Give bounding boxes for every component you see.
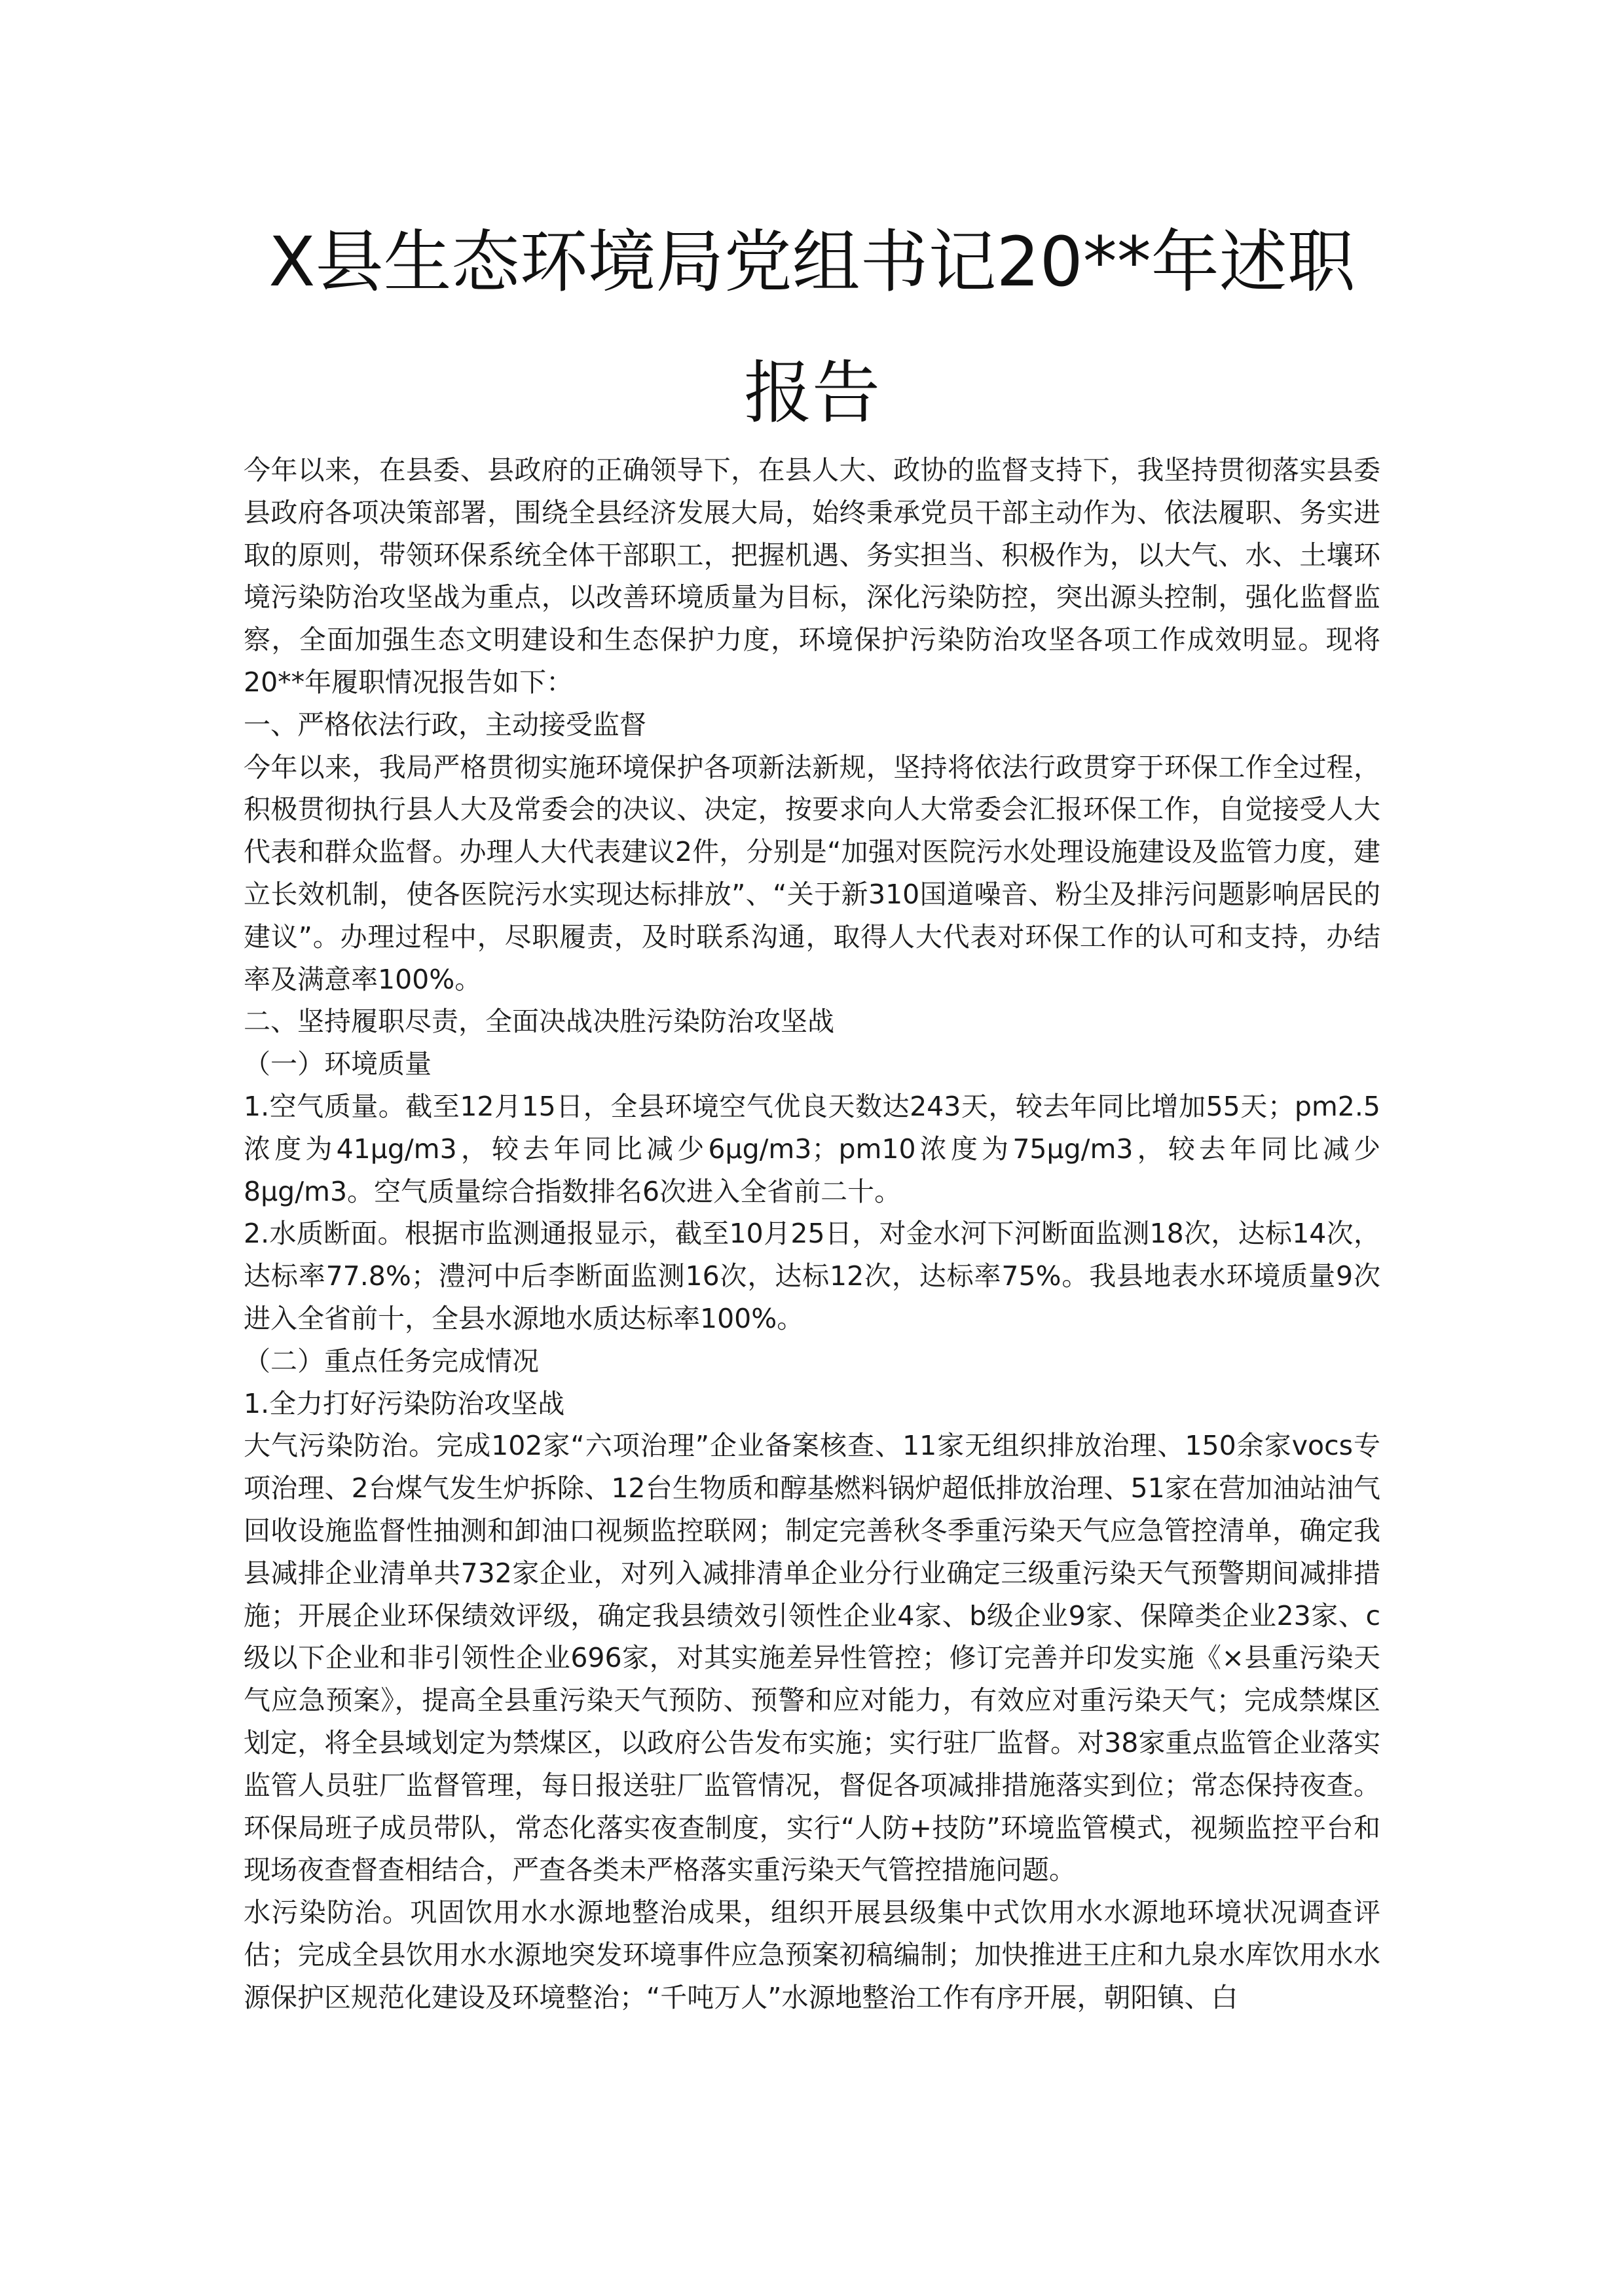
- section-heading-2: 二、坚持履职尽责，全面决战决胜污染防治攻坚战: [244, 1006, 834, 1038]
- paragraph-water-quality: 2.水质断面。根据市监测通报显示，截至10月25日，对金水河下河断面监测18次，达标14次，达标率77.8%；澧河中后李断面监测16次，达标12次，达标率75%。我县地表水环境质量9次进入全省前十，全县水源地水质达标率100%。: [244, 1218, 1380, 1334]
- paragraph-intro: 今年以来，在县委、县政府的正确领导下，在县人大、政协的监督支持下，我坚持贯彻落实县委县政府各项决策部署，围绕全县经济发展大局，始终秉承党员干部主动作为、依法履职、务实进取的原则，带领环保系统全体干部职工，把握机遇、务实担当、积极作为，以大气、水、土壤环境污染防治攻坚战为重点，以改善环境质量为目标，深化污染防控，突出源头控制，强化监督监察，全面加强生态文明建设和生态保护力度，环境保护污染防治攻坚各项工作成效明显。现将20**年履职情况报告如下：: [244, 454, 1380, 698]
- section-heading-1: 一、严格依法行政，主动接受监督: [244, 708, 646, 740]
- item-heading-pollution-control: 1.全力打好污染防治攻坚战: [244, 1387, 565, 1419]
- document-body: [244, 449, 1380, 2018]
- paragraph-air-pollution: 大气污染防治。完成102家“六项治理”企业备案核查、11家无组织排放治理、150余家vocs专项治理、2台煤气发生炉拆除、12台生物质和醇基燃料锅炉超低排放治理、51家在营加油站油气回收设施监督性抽测和卸油口视频监控联网；制定完善秋冬季重污染天气应急管控清单，确定我县减排企业清单共732家企业，对列入减排清单企业分行业确定三级重污染天气预警期间减排措施；开展企业环保绩效评级，确定我县绩效引领性企业4家、b级企业9家、保障类企业23家、c级以下企业和非引领性企业696家，对其实施差异性管控；修订完善并印发实施《×县重污染天气应急预案》，提高全县重污染天气预防、预警和应对能力，有效应对重污染天气；完成禁煤区划定，将全县域划定为禁煤区，以政府公告发布实施；实行驻厂监督。对38家重点监管企业落实监管人员驻厂监督管理，每日报送驻厂监管情况，督促各项减排措施落实到位；常态保持夜查。环保局班子成员带队，常态化落实夜查制度，实行“人防+技防”环境监管模式，视频监控平台和现场夜查督查相结合，严查各类未严格落实重污染天气管控措施问题。: [244, 1430, 1380, 1886]
- paragraph-water-pollution: 水污染防治。巩固饮用水水源地整治成果，组织开展县级集中式饮用水水源地环境状况调查评估；完成全县饮用水水源地突发环境事件应急预案初稿编制；加快推进王庄和九泉水库饮用水水源保护区规范化建设及环境整治；“千吨万人”水源地整治工作有序开展，朝阳镇、白: [244, 1897, 1380, 2013]
- document-title: X县生态环境局党组书记20**年述职报告: [268, 222, 1356, 433]
- paragraph-air-quality: 1.空气质量。截至12月15日，全县环境空气优良天数达243天，较去年同比增加55天；pm2.5浓度为41μg/m3，较去年同比减少6μg/m3；pm10浓度为75μg/m3，较去年同比减少8μg/m3。空气质量综合指数排名6次进入全省前二十。: [244, 1090, 1380, 1207]
- subsection-heading-key-tasks: （二）重点任务完成情况: [244, 1345, 539, 1377]
- paragraph-section-1: 今年以来，我局严格贯彻实施环境保护各项新法新规，坚持将依法行政贯穿于环保工作全过程，积极贯彻执行县人大及常委会的决议、决定，按要求向人大常委会汇报环保工作，自觉接受人大代表和群众监督。办理人大代表建议2件，分别是“加强对医院污水处理设施建设及监管力度，建立长效机制，使各医院污水实现达标排放”、“关于新310国道噪音、粉尘及排污问题影响居民的建议”。办理过程中，尽职履责，及时联系沟通，取得人大代表对环保工作的认可和支持，办结率及满意率100%。: [244, 751, 1380, 995]
- subsection-heading-environment-quality: （一）环境质量: [244, 1048, 432, 1080]
